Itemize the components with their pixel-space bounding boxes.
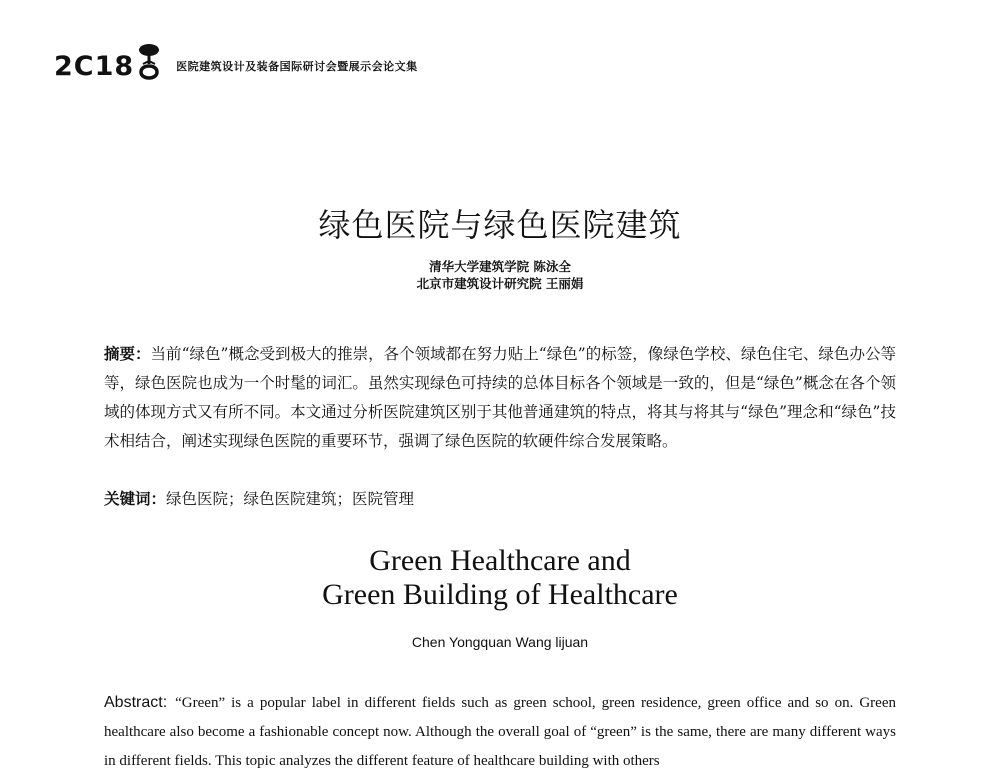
keywords-cn-text: 绿色医院；绿色医院建筑；医院管理 xyxy=(166,490,415,508)
abstract-cn xyxy=(104,340,896,456)
authors-cn xyxy=(0,258,1000,292)
authors-en: Chen Yongquan Wang lijuan xyxy=(411,634,589,650)
title-en-line-2: Green Building of Healthcare xyxy=(322,578,678,611)
abstract-en-text: “Green” is a popular label in different fields such as green school, green residence, green office and so on. Green healthcare also become a fashionable concept now. Although the overall goal of “green” is the same, there are many different ways in different fields. This topic analyzes the different feature of healthcare building with others xyxy=(104,695,896,769)
tree-logo-icon xyxy=(136,42,162,82)
title-en-line-1: Green Healthcare and xyxy=(369,544,631,577)
keywords-cn-label: 关键词： xyxy=(104,490,167,508)
abstract-en-label: Abstract: xyxy=(104,694,168,711)
header-year: 2C18 xyxy=(54,51,135,82)
author-affiliation-2: 北京市建筑设计研究院 王丽娟 xyxy=(416,276,584,291)
paper-title-en xyxy=(0,544,1000,612)
abstract-cn-label: 摘要： xyxy=(104,345,151,363)
keywords-cn xyxy=(104,485,896,514)
proceedings-title: 医院建筑设计及装备国际研讨会暨展示会论文集 xyxy=(176,60,418,73)
abstract-en xyxy=(104,688,896,776)
page-header xyxy=(54,36,418,80)
paper-title-cn: 绿色医院与绿色医院建筑 xyxy=(318,206,682,244)
abstract-cn-text: 当前“绿色”概念受到极大的推崇，各个领域都在努力贴上“绿色”的标签，像绿色学校、绿色住宅、绿色办公等等，绿色医院也成为一个时髦的词汇。虽然实现绿色可持续的总体目标各个领域是一致的，但是“绿色”概念在各个领域的体现方式又有所不同。本文通过分析医院建筑区别于其他普通建筑的特点，将其与将其与“绿色”理念和“绿色”技术相结合，阐述实现绿色医院的重要环节，强调了绿色医院的软硬件综合发展策略。 xyxy=(104,345,896,450)
author-affiliation-1: 清华大学建筑学院 陈泳全 xyxy=(429,259,571,274)
